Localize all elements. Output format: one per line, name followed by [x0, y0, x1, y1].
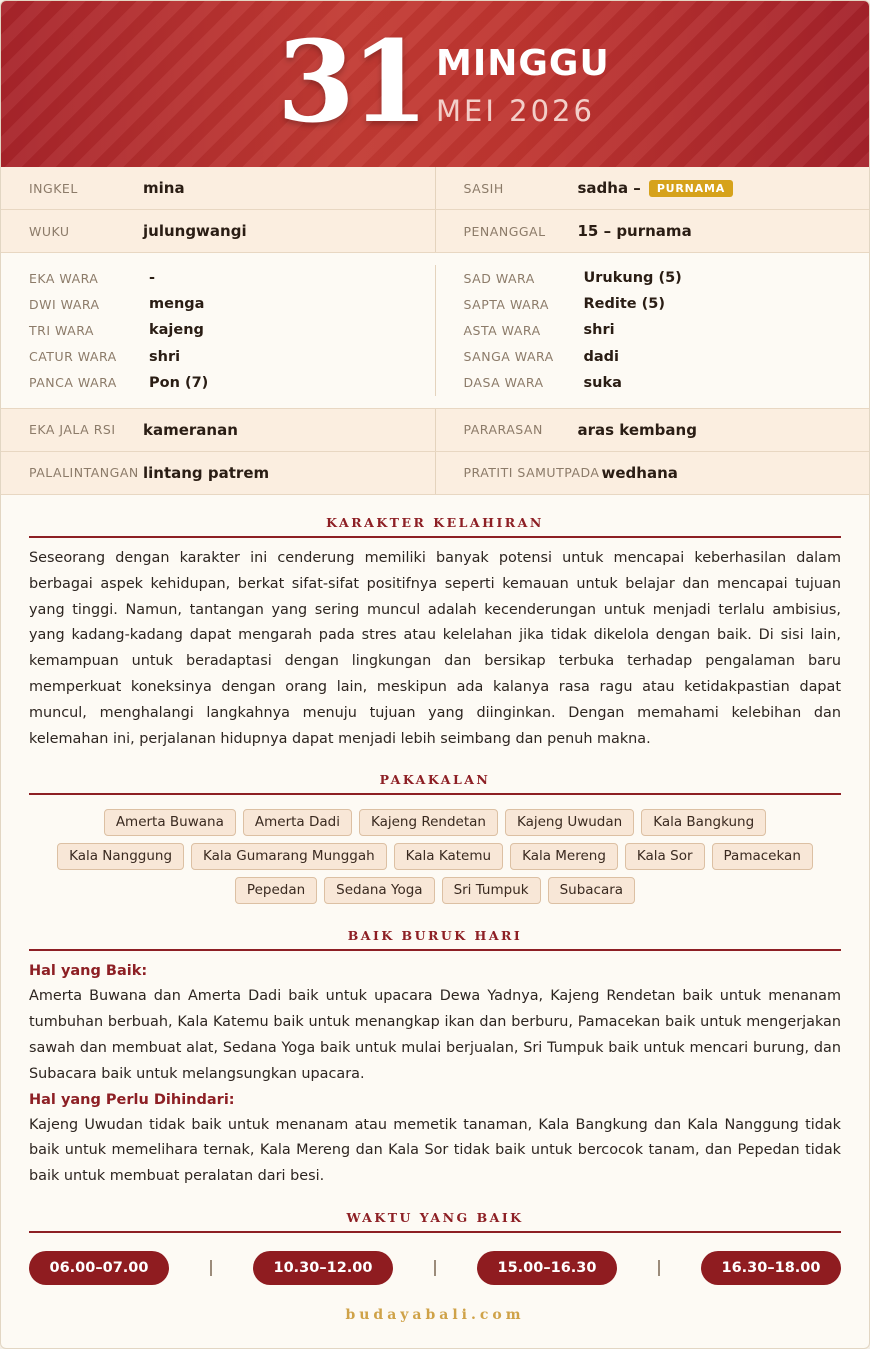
wara-value: dadi [583, 348, 620, 365]
wara-label: SANGA WARA [463, 349, 554, 365]
pakakalan-chip[interactable]: Pepedan [235, 877, 317, 904]
date-header [1, 1, 869, 167]
info-row-4 [1, 452, 869, 495]
info-row-2 [1, 210, 869, 253]
sasih-cell [435, 167, 870, 209]
divider [210, 1260, 212, 1276]
pakakalan-chip[interactable]: Kala Bangkung [641, 809, 766, 836]
eka-jala-rsi-value: kameranan [143, 420, 238, 439]
month-year: MEI 2026 [436, 94, 595, 128]
info-row-3 [1, 409, 869, 452]
wara-value: - [149, 270, 156, 287]
palalintangan-cell [1, 452, 435, 494]
baik-buruk-section [1, 908, 869, 1190]
pakakalan-title: PAKAKALAN [29, 752, 841, 795]
wara-value: suka [583, 374, 622, 391]
pakakalan-chip[interactable]: Kala Katemu [394, 843, 503, 870]
wara-value: kajeng [149, 322, 204, 339]
bad-heading: Hal yang Perlu Dihindari: [29, 1091, 235, 1108]
pratiti-cell [435, 452, 870, 494]
pakakalan-chip[interactable]: Kala Nanggung [57, 843, 184, 870]
pakakalan-chip[interactable]: Amerta Dadi [243, 809, 352, 836]
wuku-cell [1, 210, 435, 252]
wara-row [29, 344, 435, 370]
time-slots [1, 1233, 869, 1285]
pakakalan-chips [29, 795, 841, 908]
pararasan-value: aras kembang [577, 420, 697, 439]
wara-row [29, 265, 435, 291]
wara-row [464, 370, 870, 396]
bad-text: Kajeng Uwudan tidak baik untuk menanam atau memetik tanaman, Kala Bangkung dan Kala Nanggung tidak baik untuk memelihara ternak, Kala Mereng dan Kala Sor tidak baik untuk bercocok tanam, dan Pepedan tidak baik untuk membuat peralatan dari besi. [29, 1116, 841, 1185]
wara-table [1, 253, 869, 409]
day-name: MINGGU [436, 43, 610, 84]
wara-value: Redite (5) [583, 296, 666, 313]
eka-jala-rsi-cell [1, 409, 435, 451]
wara-label: DASA WARA [463, 375, 544, 391]
day-number: 31 [277, 17, 425, 148]
eka-jala-rsi-label: EKA JALA RSI [29, 422, 116, 438]
wuku-label: WUKU [29, 223, 70, 239]
wara-label: TRI WARA [29, 322, 94, 338]
pakakalan-chip[interactable]: Kajeng Uwudan [505, 809, 634, 836]
wara-label: EKA WARA [29, 270, 99, 286]
wara-value: shri [149, 348, 181, 365]
penanggal-label: PENANGGAL [463, 223, 546, 239]
wara-label: CATUR WARA [29, 349, 117, 365]
good-heading: Hal yang Baik: [29, 963, 148, 980]
pakakalan-chip[interactable]: Subacara [548, 877, 636, 904]
pakakalan-chip[interactable]: Sedana Yoga [324, 877, 434, 904]
wara-row [29, 317, 435, 343]
wara-label: SAD WARA [463, 270, 535, 286]
penanggal-cell [435, 210, 870, 252]
wara-value: menga [149, 296, 205, 313]
penanggal-value: 15 – purnama [577, 222, 692, 240]
karakter-section [1, 495, 869, 752]
baik-buruk-title: BAIK BURUK HARI [29, 908, 841, 951]
pakakalan-chip[interactable]: Pamacekan [712, 843, 813, 870]
pakakalan-section [1, 752, 869, 908]
wara-value: Urukung (5) [583, 270, 682, 287]
wara-row [29, 370, 435, 396]
time-slot[interactable]: 10.30–12.00 [253, 1251, 393, 1285]
wara-row [29, 291, 435, 317]
wara-label: PANCA WARA [29, 375, 117, 391]
waktu-section [1, 1190, 869, 1233]
time-slot[interactable]: 06.00–07.00 [29, 1251, 169, 1285]
wara-label: ASTA WARA [463, 322, 541, 338]
karakter-text: Seseorang dengan karakter ini cenderung memiliki banyak potensi untuk mencapai keberhasilan dalam berbagai aspek kehidupan, berkat sifat-sifat positifnya seperti kemauan untuk belajar dan mencapai tujuan yang tinggi. Namun, tantangan yang sering muncul adalah kecenderungan untuk menjadi terlalu ambisius, yang kadang-kadang dapat mengarah pada stres atau kelelahan jika tidak dikelola dengan baik. Di sisi lain, kemampuan untuk beradaptasi dengan lingkungan dan bersikap terbuka terhadap pengalaman baru memperkuat koneksinya dengan orang lain, meskipun ada kalanya rasa ragu atau ketidakpastian dapat muncul, menghalangi langkahnya menuju tujuan yang diinginkan. Dengan memahami kelebihan dan kelemahan ini, perjalanan hidupnya dapat menjadi lebih seimbang dan penuh makna. [29, 549, 841, 747]
wara-row [464, 265, 870, 291]
pakakalan-chip[interactable]: Kala Gumarang Munggah [191, 843, 387, 870]
pararasan-cell [435, 409, 870, 451]
wara-label: SAPTA WARA [463, 296, 549, 312]
wuku-value: julungwangi [143, 222, 247, 240]
pakakalan-chip[interactable]: Kala Mereng [510, 843, 618, 870]
palalintangan-value: lintang patrem [143, 463, 270, 482]
wara-value: Pon (7) [149, 374, 209, 391]
ingkel-cell [1, 167, 435, 209]
palalintangan-label: PALALINTANGAN [29, 465, 139, 481]
wara-row [464, 317, 870, 343]
info-row-1 [1, 167, 869, 210]
ingkel-value: mina [143, 179, 185, 197]
karakter-title: KARAKTER KELAHIRAN [29, 495, 841, 538]
good-text: Amerta Buwana dan Amerta Dadi baik untuk upacara Dewa Yadnya, Kajeng Rendetan baik untuk menanam tumbuhan berbuah, Kala Katemu baik untuk menangkap ikan dan berburu, Pamacekan baik untuk mengerjakan sawah dan membuat alat, Sedana Yoga baik untuk mulai berjualan, Sri Tumpuk baik untuk mencari burung, dan Subacara baik untuk melangsungkan upacara. [29, 988, 841, 1082]
sasih-value: sadha – [577, 179, 641, 197]
waktu-title: WAKTU YANG BAIK [29, 1190, 841, 1233]
wara-row [464, 291, 870, 317]
time-slot[interactable]: 16.30–18.00 [701, 1251, 841, 1285]
purnama-badge: PURNAMA [649, 180, 733, 197]
wara-label: DWI WARA [29, 296, 100, 312]
wara-row [464, 344, 870, 370]
pakakalan-chip[interactable]: Sri Tumpuk [442, 877, 541, 904]
wara-value: shri [583, 322, 615, 339]
pararasan-label: PARARASAN [463, 422, 543, 438]
divider [658, 1260, 660, 1276]
divider [434, 1260, 436, 1276]
pakakalan-chip[interactable]: Kajeng Rendetan [359, 809, 498, 836]
pratiti-value: wedhana [601, 463, 678, 482]
pakakalan-chip[interactable]: Kala Sor [625, 843, 705, 870]
time-slot[interactable]: 15.00–16.30 [477, 1251, 617, 1285]
wara-right-column [435, 265, 870, 396]
pakakalan-chip[interactable]: Amerta Buwana [104, 809, 236, 836]
pratiti-label: PRATITI SAMUTPADA [463, 465, 600, 481]
wara-left-column [1, 265, 435, 396]
sasih-label: SASIH [463, 180, 504, 196]
site-footer[interactable]: budayabali.com [345, 1306, 525, 1323]
ingkel-label: INGKEL [29, 180, 78, 196]
